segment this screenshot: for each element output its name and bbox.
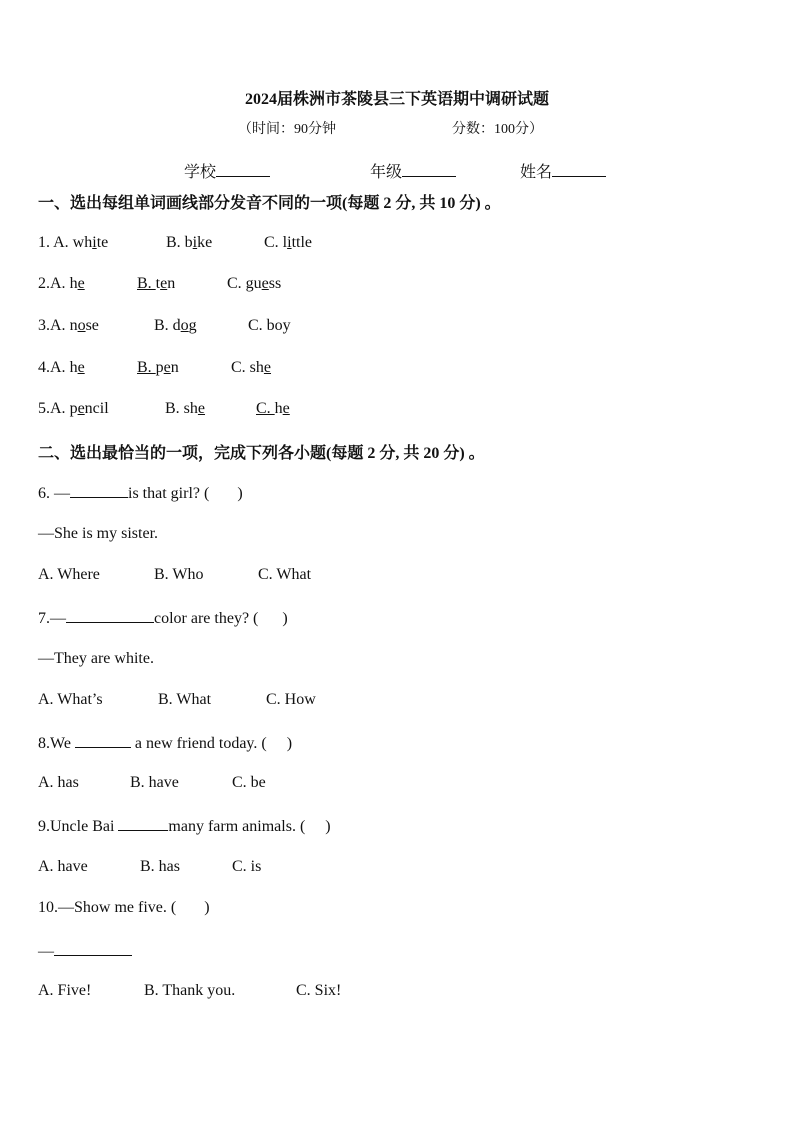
q4-c-part: sh <box>249 359 264 376</box>
q7-blank[interactable] <box>66 608 154 623</box>
q2-num: 2.A. <box>38 275 70 292</box>
q6-text: is that girl? ( <box>128 485 210 502</box>
q2-a-underline: e <box>77 275 85 292</box>
q3-option-b[interactable] <box>154 317 197 335</box>
q8-text: a new friend today. ( <box>130 735 267 752</box>
q5-b-underline: e <box>197 400 206 417</box>
q8-prefix: 8.We <box>38 735 75 752</box>
q3-c-label: C. <box>248 317 267 334</box>
q5-c-underline: e <box>282 400 290 417</box>
question-6 <box>38 483 243 503</box>
q3-b-part: d <box>172 317 181 334</box>
q4-a-part: h <box>69 359 78 376</box>
q4-option-c[interactable] <box>231 359 271 377</box>
page-title: 2024届株洲市茶陵县三下英语期中调研试题 <box>244 91 549 108</box>
grade-field[interactable] <box>370 159 456 182</box>
q2-b-underline: e <box>160 275 168 292</box>
q1-c-part: ttle <box>291 234 313 251</box>
q7-prefix: 7.— <box>38 610 66 627</box>
q8-option-c[interactable]: C. be <box>232 774 266 791</box>
q1-option-c[interactable] <box>264 234 312 252</box>
q1-c-underline: i <box>287 234 292 251</box>
q2-c-label: C. <box>227 275 246 292</box>
exam-score: 分数：100分） <box>452 122 543 137</box>
q2-c-underline: e <box>261 275 269 292</box>
q10-option-a[interactable]: A. Five! <box>38 982 92 999</box>
q1-b-label: B. <box>166 234 185 251</box>
q3-c-part: b <box>266 317 275 334</box>
q3-num: 3.A. <box>38 317 70 334</box>
q1-num: 1. A. <box>38 234 73 251</box>
section1-title: 一、选出每组单词画线部分发音不同的一项(每题 2 分, 共 10 分) 。 <box>38 195 501 212</box>
q2-c-part: gu <box>245 275 262 292</box>
q1-a-part: wh <box>72 234 93 251</box>
q5-a-underline: e <box>77 400 85 417</box>
q7-text: color are they? ( <box>154 610 259 627</box>
q4-c-label: C. <box>231 359 250 376</box>
q10-answer-line <box>38 941 132 961</box>
q4-b-label: B. <box>137 359 156 376</box>
exam-time: （时间：90分钟 <box>238 122 336 137</box>
q5-b-label: B. <box>165 400 184 417</box>
q4-c-underline: e <box>263 359 272 376</box>
name-field[interactable] <box>520 159 606 182</box>
q3-option-c[interactable] <box>248 317 291 335</box>
q3-b-underline: o <box>180 317 189 334</box>
q9-option-c[interactable]: C. is <box>232 858 262 875</box>
q4-b-underline: e <box>163 359 171 376</box>
q5-c-part: h <box>274 400 283 417</box>
school-label: 学校 <box>184 164 217 181</box>
name-label: 姓名 <box>520 164 553 181</box>
q1-c-label: C. <box>264 234 283 251</box>
q2-option-b[interactable] <box>137 275 175 293</box>
question-10 <box>38 899 210 917</box>
q1-b-underline: i <box>192 234 198 251</box>
grade-blank[interactable] <box>402 162 456 177</box>
q5-a-part: p <box>69 400 78 417</box>
q6-blank[interactable] <box>70 483 128 498</box>
q10-blank[interactable] <box>54 941 132 956</box>
q2-option-c[interactable] <box>227 275 281 293</box>
q5-c-label: C. <box>256 400 275 417</box>
q2-b-part: n <box>167 275 176 292</box>
q4-a-underline: e <box>77 359 85 376</box>
q6-option-b[interactable]: B. Who <box>154 566 204 583</box>
school-blank[interactable] <box>216 162 270 177</box>
q9-prefix: 9.Uncle Bai <box>38 818 119 835</box>
q6-prefix: 6. — <box>38 485 70 502</box>
q3-c-part: y <box>282 317 291 334</box>
q2-a-part: h <box>69 275 78 292</box>
q1-b-part: ke <box>197 234 213 251</box>
q4-num: 4.A. <box>38 359 70 376</box>
q9-blank[interactable] <box>118 816 168 831</box>
q5-option-b[interactable] <box>165 400 250 418</box>
question-7 <box>38 608 288 628</box>
q9-option-b[interactable]: B. has <box>140 858 180 875</box>
q4-b-part: p <box>155 359 164 376</box>
q10-option-c[interactable]: C. Six! <box>296 982 342 999</box>
q10-dash: — <box>38 943 54 960</box>
q3-a-part: n <box>69 317 78 334</box>
q1-option-b[interactable] <box>166 234 212 252</box>
q1-b-part: b <box>184 234 193 251</box>
q1-a-part: te <box>96 234 109 251</box>
q7-option-a[interactable]: A. What’s <box>38 691 103 708</box>
question-3 <box>38 317 99 335</box>
question-8 <box>38 733 292 753</box>
question-9 <box>38 816 331 836</box>
q7-close: ) <box>282 610 288 627</box>
q5-option-c[interactable] <box>256 400 290 418</box>
school-field[interactable] <box>184 159 270 182</box>
q5-a-part: ncil <box>84 400 109 417</box>
q5-b-part: sh <box>183 400 198 417</box>
q9-option-a[interactable]: A. have <box>38 858 88 875</box>
q2-b-part: t <box>155 275 161 292</box>
q7-answer-line: —They are white. <box>38 650 154 667</box>
q5-num: 5.A. <box>38 400 70 417</box>
q8-option-b[interactable]: B. have <box>130 774 179 791</box>
q9-text: many farm animals. ( <box>168 818 306 835</box>
name-blank[interactable] <box>552 162 606 177</box>
q7-option-c[interactable]: C. How <box>266 691 316 708</box>
q3-a-underline: o <box>77 317 86 334</box>
question-2 <box>38 275 129 293</box>
q6-option-a[interactable]: A. Where <box>38 566 100 583</box>
q3-c-vowel: o <box>274 317 283 334</box>
q4-b-part: n <box>170 359 179 376</box>
q8-blank[interactable] <box>75 733 131 748</box>
q8-option-a[interactable]: A. has <box>38 774 79 791</box>
q6-option-c[interactable]: C. What <box>258 566 312 583</box>
grade-label: 年级 <box>370 164 403 181</box>
q4-option-b[interactable] <box>137 359 179 377</box>
q3-b-part: g <box>188 317 197 334</box>
question-1 <box>38 234 108 252</box>
q3-a-part: se <box>85 317 99 334</box>
q7-option-b[interactable]: B. What <box>158 691 212 708</box>
q10-text: 10.—Show me five. ( <box>38 899 177 916</box>
q3-b-label: B. <box>154 317 173 334</box>
q6-answer-line: —She is my sister. <box>38 525 159 542</box>
q10-option-b[interactable]: B. Thank you. <box>144 982 236 999</box>
question-4 <box>38 359 129 377</box>
question-5 <box>38 400 109 418</box>
q2-c-part: ss <box>268 275 282 292</box>
q6-close: ) <box>237 485 243 502</box>
q1-a-underline: i <box>92 234 97 251</box>
q2-b-label: B. <box>137 275 156 292</box>
q10-close: ) <box>204 899 210 916</box>
section2-title: 二、选出最恰当的一项，完成下列各小题(每题 2 分, 共 20 分) 。 <box>38 445 485 462</box>
q8-close: ) <box>286 735 293 752</box>
q9-close: ) <box>325 818 331 835</box>
q1-c-part: l <box>282 234 288 251</box>
